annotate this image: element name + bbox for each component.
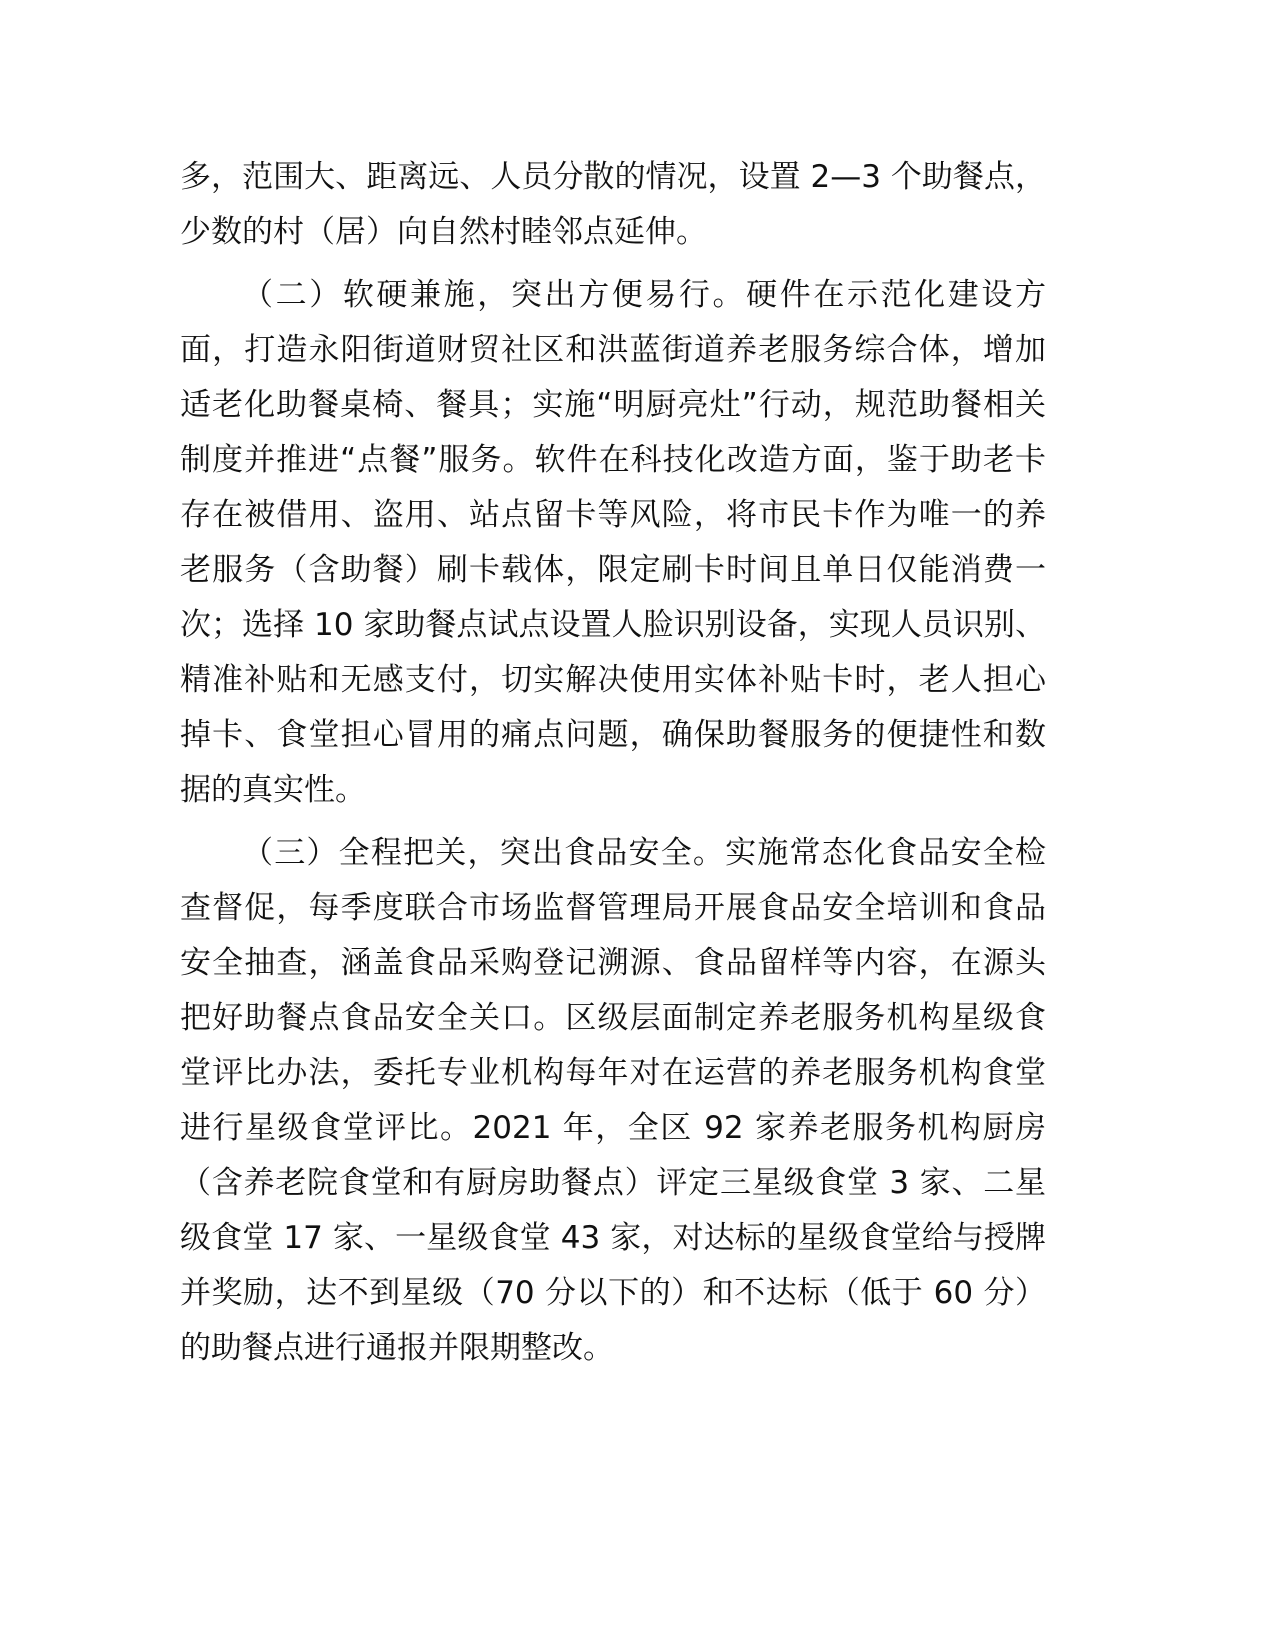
document-body — [180, 150, 1046, 1384]
paragraph-software-hardware: （二）软硬兼施，突出方便易行。硬件在示范化建设方面，打造永阳街道财贸社区和洪蓝街道养老服务综合体，增加适老化助餐桌椅、餐具；实施“明厨亮灶”行动，规范助餐相关制度并推进“点餐”服务。软件在科技化改造方面，鉴于助老卡存在被借用、盗用、站点留卡等风险，将市民卡作为唯一的养老服务（含助餐）刷卡载体，限定刷卡时间且单日仅能消费一次；选择 10 家助餐点试点设置人脸识别设备，实现人员识别、精准补贴和无感支付，切实解决使用实体补贴卡时，老人担心掉卡、食堂担心冒用的痛点问题，确保助餐服务的便捷性和数据的真实性。 — [180, 277, 1046, 808]
paragraph-food-safety: （三）全程把关，突出食品安全。实施常态化食品安全检查督促，每季度联合市场监督管理局开展食品安全培训和食品安全抽查，涵盖食品采购登记溯源、食品留样等内容，在源头把好助餐点食品安全关口。区级层面制定养老服务机构星级食堂评比办法，委托专业机构每年对在运营的养老服务机构食堂进行星级食堂评比。2021 年，全区 92 家养老服务机构厨房（含养老院食堂和有厨房助餐点）评定三星级食堂 3 家、二星级食堂 17 家、一星级食堂 43 家，对达标的星级食堂给与授牌并奖励，达不到星级（70 分以下的）和不达标（低于 60 分）的助餐点进行通报并限期整改。 — [180, 835, 1046, 1366]
paragraph-continuation: 多，范围大、距离远、人员分散的情况，设置 2—3 个助餐点，少数的村（居）向自然村睦邻点延伸。 — [180, 159, 1046, 250]
